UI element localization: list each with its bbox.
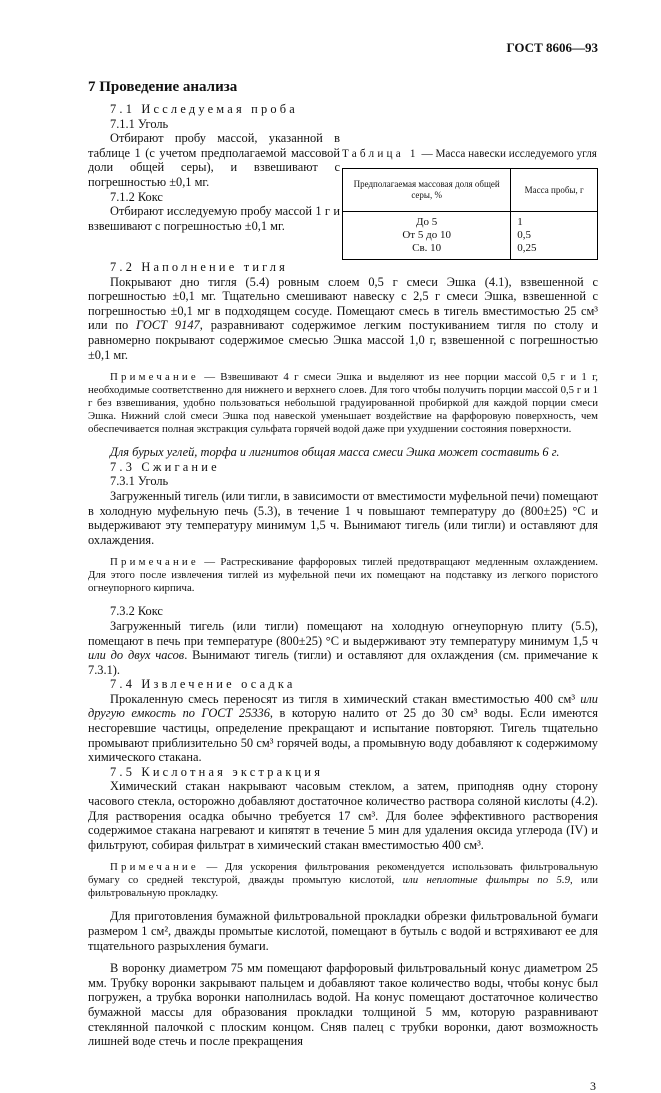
text: Покрывают дно тигля (5.4) ровным слоем 0,5 г смеси Эшка (4.1), взвешенной с погрешностью ±0,1 мг. Тщательно смешивают навеску с 2,5 г смеси Эшка, взвешенной с погрешностью ±0,1 мг в подходящем сосуде. Помещают смесь в тигель вместимостью 25 см³ или по (88, 274, 598, 333)
note-label: Примечание (110, 556, 199, 569)
standard-reference: ГОСТ 9147 (136, 318, 200, 333)
table-block (342, 147, 598, 260)
subsection-title: 7.4 Извлечение осадка (110, 677, 296, 692)
note (88, 556, 598, 595)
paragraph (88, 275, 598, 363)
text: , разравнивают содержимое легким постукиванием тигля по столу и равномерно покрывают содержимое смесью Эшка массой 1,0 г, взвешенной с погрешностью ±0,1 мг. (88, 318, 598, 362)
paragraph: Отбирают исследуемую пробу массой 1 г и взвешивают с погрешностью ±0,1 мг. (88, 204, 340, 233)
note-label: Примечание (110, 861, 199, 874)
paragraph (88, 445, 598, 460)
subsection-title: 7.2 Наполнение тигля (110, 260, 289, 274)
italic-text: или до двух часов (88, 648, 185, 663)
text: Загруженный тигель (или тигли) помещают на холодную огнеупорную плиту (5.5), помещают в печь при температуре (800±25) °С и выдерживают эту температуру минимум 1,5 ч (88, 618, 598, 648)
subsection-title: 7.1.2 Кокс (110, 189, 163, 204)
note (88, 861, 598, 900)
subsection-title: 7.1.1 Уголь (110, 116, 169, 131)
caption-label: Таблица 1 (342, 148, 419, 160)
paragraph (88, 692, 598, 765)
subsection-title: 7.3.1 Уголь (110, 474, 169, 489)
page-number: 3 (590, 1078, 596, 1093)
subsection-title: 7.3.2 Кокс (110, 604, 163, 619)
table-header-row (343, 169, 598, 212)
italic-text: или неплотные фильтры по 5.9 (402, 874, 570, 887)
table-cell (511, 212, 598, 260)
subsection-title: 7.5 Кислотная экстракция (110, 764, 324, 779)
text: . Вынимают тигель (тигли) и оставляют для охлаждения (см. примечание к 7.3.1). (88, 648, 598, 677)
subsection-title: 7.3 Сжигание (110, 459, 220, 474)
paragraph: В воронку диаметром 75 мм помещают фарфоровый фильтровальный конус диаметром 25 мм. Трубку воронки закрывают пальцем и добавляют такое количество воды, чтобы конус был погружен, а трубка воронки наполнилась водой. На конус помещают достаточное количество бумажной массы для образования прокладки толщиной 5 мм, которую разравнивают стеклянной палочкой с плоским концом. Сняв палец с трубки воронки, дают возможность лишней воде стечь и после прекращения (88, 961, 598, 1049)
cell-text: Св. 10 (412, 242, 442, 254)
table-row (343, 212, 598, 260)
page-content (88, 78, 598, 1093)
sample-mass-table (342, 168, 598, 260)
italic-text: или другую емкость по ГОСТ 25336 (88, 691, 598, 721)
cell-text: До 5 (416, 216, 438, 228)
note-text: — Взвешивают 4 г смеси Эшка и выделяют из нее порции массой 0,5 г и 1 г, необходимые соответственно для нижнего и верхнего слоев. Для того чтобы получить порции массой 0,5 г и 1 г без взвешивания, удобно пользоваться небольшой градуированной пробиркой для каждой порции смеси Эшка. Нижний слой смеси Эшка под навеской уменьшает воздействие на фарфоровую поверхность, чем обеспечивается полная экстракция сульфата горячей водой даже при ухудшении состояния поверхности. (88, 371, 598, 436)
paragraph: Отбирают пробу массой, указанной в таблице 1 (с учетом предполагаемой массовой доли общей серы), и взвешивают с погрешностью ±0,1 мг. (88, 131, 340, 189)
caption-text: — Масса навески исследуемого угля (418, 148, 597, 160)
table-cell (343, 212, 511, 260)
left-column (88, 102, 340, 260)
column-header: Масса пробы, г (511, 169, 598, 212)
paragraph (88, 619, 598, 677)
note-label: Примечание (110, 371, 199, 384)
document-header: ГОСТ 8606—93 (506, 40, 598, 55)
cell-text: От 5 до 10 (402, 229, 451, 241)
top-block (88, 102, 598, 260)
note-text: , или фильтровальную прокладку. (88, 874, 598, 900)
subsection-title: 7.1 Исследуемая проба (110, 102, 298, 116)
paragraph: Химический стакан накрывают часовым стеклом, а затем, приподняв одну сторону часового стекла, осторожно добавляют достаточное количество раствора соляной кислоты (4.2). Для растворения осадка обычно требуется 17 см³. Для более эффективного растворения содержимое стакана нагревают и кипятят в течение 5 мин для удаления оксида углерода (IV) и фильтруют, собирая фильтрат в химический стакан вместимостью 400 см³. (88, 779, 598, 852)
paragraph: Для приготовления бумажной фильтровальной прокладки обрезки фильтровальной бумаги размером 1 см², дважды промытые кислотой, помещают в бутыль с водой и встряхивают ее для тщательного разрыхления бумаги. (88, 909, 598, 953)
text: Прокаленную смесь переносят из тигля в химический стакан вместимостью 400 см³ (110, 691, 581, 706)
text: , в которую налито от 25 до 30 см³ воды. Если имеются несгоревшие частицы, определение прекращают и испытание повторяют. Тигель тщательно промывают приблизительно 50 см³ горячей воды, а промывную воду добавляют к содержимому химического стакана. (88, 706, 598, 765)
note (88, 371, 598, 436)
italic-text: Для бурых углей, торфа и лигнитов общая масса смеси Эшка может составить 6 г. (110, 445, 560, 460)
section-heading: 7 Проведение анализа (88, 79, 238, 95)
cell-text: 0,25 (517, 242, 537, 254)
note-text: — Для ускорения фильтрования рекомендуется использовать фильтровальную бумагу со средней текстурой, дважды промытую кислотой, (88, 861, 598, 887)
paragraph: Загруженный тигель (или тигли, в зависимости от вместимости муфельной печи) помещают в холодную муфельную печь (5.3), в течение 1 ч повышают температуру до (800±25) °С и выдерживают эту температуру минимум 1,5 ч. Вынимают тигель (или тигли) и оставляют для охлаждения. (88, 488, 598, 547)
note-text: — Растрескивание фарфоровых тиглей предотвращают медленным охлаждением. Для этого после извлечения тиглей из муфельной печи их помещают на подставку из легкого пористого огнеупорного кирпича. (88, 556, 598, 595)
table-caption (342, 147, 598, 161)
cell-text: 0,5 (517, 229, 532, 241)
cell-text: 1 (517, 216, 523, 228)
column-header: Предполагаемая массовая доля общей серы, % (343, 169, 511, 212)
